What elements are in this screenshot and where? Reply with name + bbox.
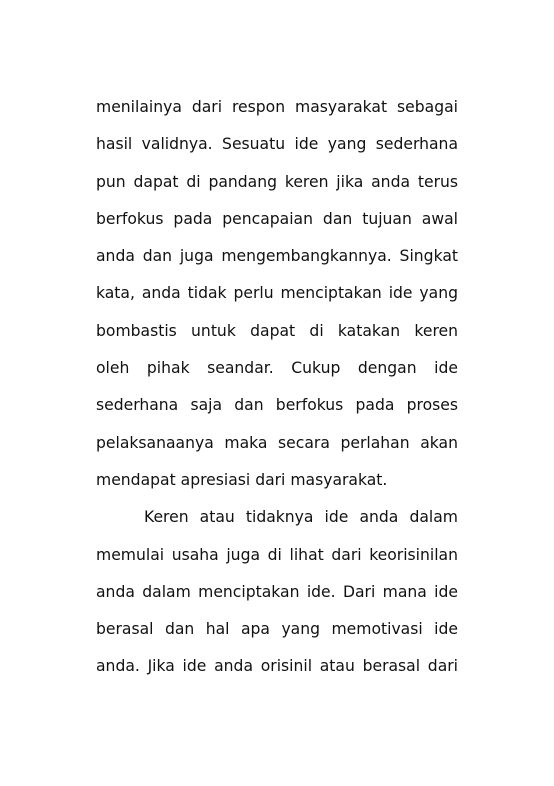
text-line: anda dalam menciptakan ide. Dari mana ide	[96, 582, 458, 601]
body-text	[96, 89, 458, 686]
text-line: bombastis untuk dapat di katakan keren	[96, 321, 458, 340]
text-line: anda dan juga mengembangkannya. Singkat	[96, 247, 458, 266]
text-line: sederhana saja dan berfokus pada proses	[96, 396, 458, 415]
paragraph-end-line: mendapat apresiasi dari masyarakat.	[96, 470, 388, 489]
text-line: pelaksanaanya maka secara perlahan akan	[96, 433, 458, 452]
text-line: pun dapat di pandang keren jika anda terus	[96, 172, 458, 191]
text-line: berfokus pada pencapaian dan tujuan awal	[96, 209, 458, 228]
text-line: kata, anda tidak perlu menciptakan ide yang	[96, 284, 458, 303]
text-line: berasal dan hal apa yang memotivasi ide	[96, 620, 458, 639]
paragraph-start-line: Keren atau tidaknya ide anda dalam	[144, 508, 458, 527]
text-line: oleh pihak seandar. Cukup dengan ide	[96, 359, 458, 378]
text-line: memulai usaha juga di lihat dari keorisinilan	[96, 545, 458, 564]
text-line: anda. Jika ide anda orisinil atau berasal dari	[96, 657, 458, 676]
text-line: menilainya dari respon masyarakat sebagai	[96, 98, 458, 116]
text-line: hasil validnya. Sesuatu ide yang sederhana	[96, 135, 458, 154]
